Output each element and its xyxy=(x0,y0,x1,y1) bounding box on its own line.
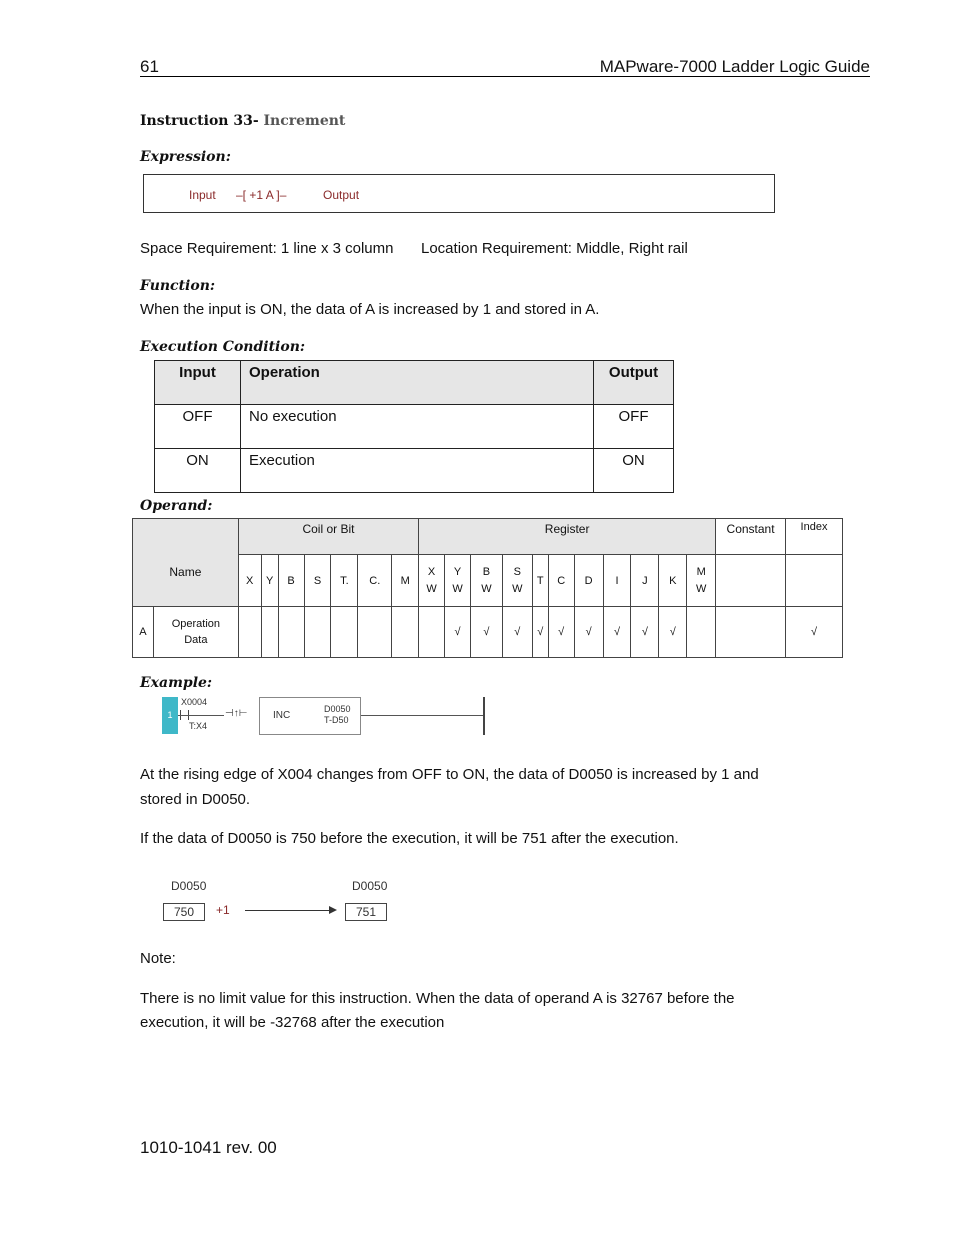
register-col: D xyxy=(574,555,603,607)
example-para-line1: At the rising edge of X004 changes from OFF to ON, the data of D0050 is increased by 1 and xyxy=(140,766,759,783)
execution-header-row xyxy=(155,361,674,405)
operand-subheader-row xyxy=(133,555,843,607)
register-col: T xyxy=(532,555,548,607)
operand-name-header: Name xyxy=(133,519,239,607)
operand-cell xyxy=(304,607,331,658)
space-requirement: Space Requirement: 1 line x 3 column xyxy=(140,240,394,257)
page-number: 61 xyxy=(140,57,159,76)
operand-cell xyxy=(238,607,261,658)
register-col: S W xyxy=(502,555,532,607)
check-mark: √ xyxy=(548,607,574,658)
right-rail xyxy=(483,697,485,735)
exec-header-operation: Operation xyxy=(241,361,594,405)
diagram-label-left: D0050 xyxy=(171,879,207,893)
operand-group-row xyxy=(133,519,843,555)
check-mark: √ xyxy=(470,607,502,658)
diagram-value-left: 750 xyxy=(163,903,205,921)
expression-box xyxy=(143,174,775,213)
operand-cell xyxy=(358,607,392,658)
coil-col: Y xyxy=(261,555,278,607)
check-mark: √ xyxy=(631,607,659,658)
coil-col: B xyxy=(278,555,304,607)
inc-operand-tag: T-D50 xyxy=(324,715,349,725)
rung-number: 1 xyxy=(162,697,178,734)
table-row xyxy=(155,449,674,493)
table-row xyxy=(155,405,674,449)
operand-row-id: A xyxy=(133,607,154,658)
diagram-label-right: D0050 xyxy=(352,879,388,893)
coil-col: S xyxy=(304,555,331,607)
constant-header: Constant xyxy=(716,519,786,555)
check-mark: √ xyxy=(786,607,843,658)
register-col: J xyxy=(631,555,659,607)
operand-table xyxy=(132,518,843,658)
header-rule xyxy=(140,76,870,77)
check-mark: √ xyxy=(574,607,603,658)
rung-wire-right xyxy=(361,715,483,716)
note-text-line2: execution, it will be -32768 after the execution xyxy=(140,1014,445,1031)
exec-header-output: Output xyxy=(594,361,674,405)
operand-cell xyxy=(687,607,716,658)
exec-cell: ON xyxy=(594,449,674,493)
exec-cell: OFF xyxy=(155,405,241,449)
exec-cell: No execution xyxy=(241,405,594,449)
arrow-head-icon xyxy=(329,906,337,914)
function-label: Function: xyxy=(140,278,216,294)
execution-label: Execution Condition: xyxy=(140,339,306,355)
example-label: Example: xyxy=(140,675,213,691)
example-para-line2: stored in D0050. xyxy=(140,791,251,808)
coil-col: M xyxy=(392,555,419,607)
operand-cell xyxy=(331,607,358,658)
coil-group-header: Coil or Bit xyxy=(238,519,418,555)
expression-input: Input xyxy=(189,188,216,202)
check-mark: √ xyxy=(603,607,631,658)
location-requirement: Location Requirement: Middle, Right rail xyxy=(421,240,688,257)
note-label: Note: xyxy=(140,950,176,967)
inc-function: INC xyxy=(273,710,291,721)
operand-cell xyxy=(716,607,786,658)
exec-cell: Execution xyxy=(241,449,594,493)
function-text: When the input is ON, the data of A is increased by 1 and stored in A. xyxy=(140,301,600,318)
coil-col: T. xyxy=(331,555,358,607)
expression-output: Output xyxy=(323,188,360,202)
exec-header-input: Input xyxy=(155,361,241,405)
constant-col xyxy=(716,555,786,607)
expression-symbol: –[ +1 A ]– xyxy=(236,188,287,202)
inc-operand: D0050 xyxy=(324,704,351,714)
coil-col: X xyxy=(238,555,261,607)
register-col: M W xyxy=(687,555,716,607)
diagram-op: +1 xyxy=(216,903,230,917)
register-col: C xyxy=(548,555,574,607)
footer-doc-number: 1010-1041 rev. 00 xyxy=(140,1138,277,1157)
register-col: I xyxy=(603,555,631,607)
contact-tag: T:X4 xyxy=(189,721,208,731)
exec-cell: OFF xyxy=(594,405,674,449)
note-text-line1: There is no limit value for this instruction. When the data of operand A is 32767 before the xyxy=(140,990,735,1007)
register-col: B W xyxy=(470,555,502,607)
index-header: Index xyxy=(786,519,843,555)
table-row xyxy=(133,607,843,658)
instruction-name: Increment xyxy=(263,113,346,129)
check-mark: √ xyxy=(445,607,471,658)
operand-cell xyxy=(392,607,419,658)
check-mark: √ xyxy=(659,607,687,658)
diagram-value-right: 751 xyxy=(345,903,387,921)
coil-col: C. xyxy=(358,555,392,607)
increment-diagram xyxy=(163,879,393,924)
register-group-header: Register xyxy=(419,519,716,555)
doc-title: MAPware-7000 Ladder Logic Guide xyxy=(599,57,870,76)
operand-cell xyxy=(261,607,278,658)
example-para2: If the data of D0050 is 750 before the execution, it will be 751 after the execution. xyxy=(140,830,679,847)
instruction-title xyxy=(140,113,345,129)
arrow-line xyxy=(245,910,331,911)
execution-table xyxy=(154,360,674,493)
check-mark: √ xyxy=(502,607,532,658)
operand-cell xyxy=(419,607,445,658)
ladder-example xyxy=(162,697,487,737)
operand-label: Operand: xyxy=(140,498,213,514)
operand-row-name: Operation Data xyxy=(153,607,238,658)
expression-label: Expression: xyxy=(140,149,231,165)
index-col xyxy=(786,555,843,607)
instruction-prefix: Instruction 33- xyxy=(140,113,259,129)
operand-cell xyxy=(278,607,304,658)
check-mark: √ xyxy=(532,607,548,658)
register-col: Y W xyxy=(445,555,471,607)
inc-block xyxy=(259,697,361,735)
register-col: X W xyxy=(419,555,445,607)
contact-address: X0004 xyxy=(181,697,208,707)
exec-cell: ON xyxy=(155,449,241,493)
rising-edge-icon: ⊣↑⊢ xyxy=(225,708,248,719)
register-col: K xyxy=(659,555,687,607)
